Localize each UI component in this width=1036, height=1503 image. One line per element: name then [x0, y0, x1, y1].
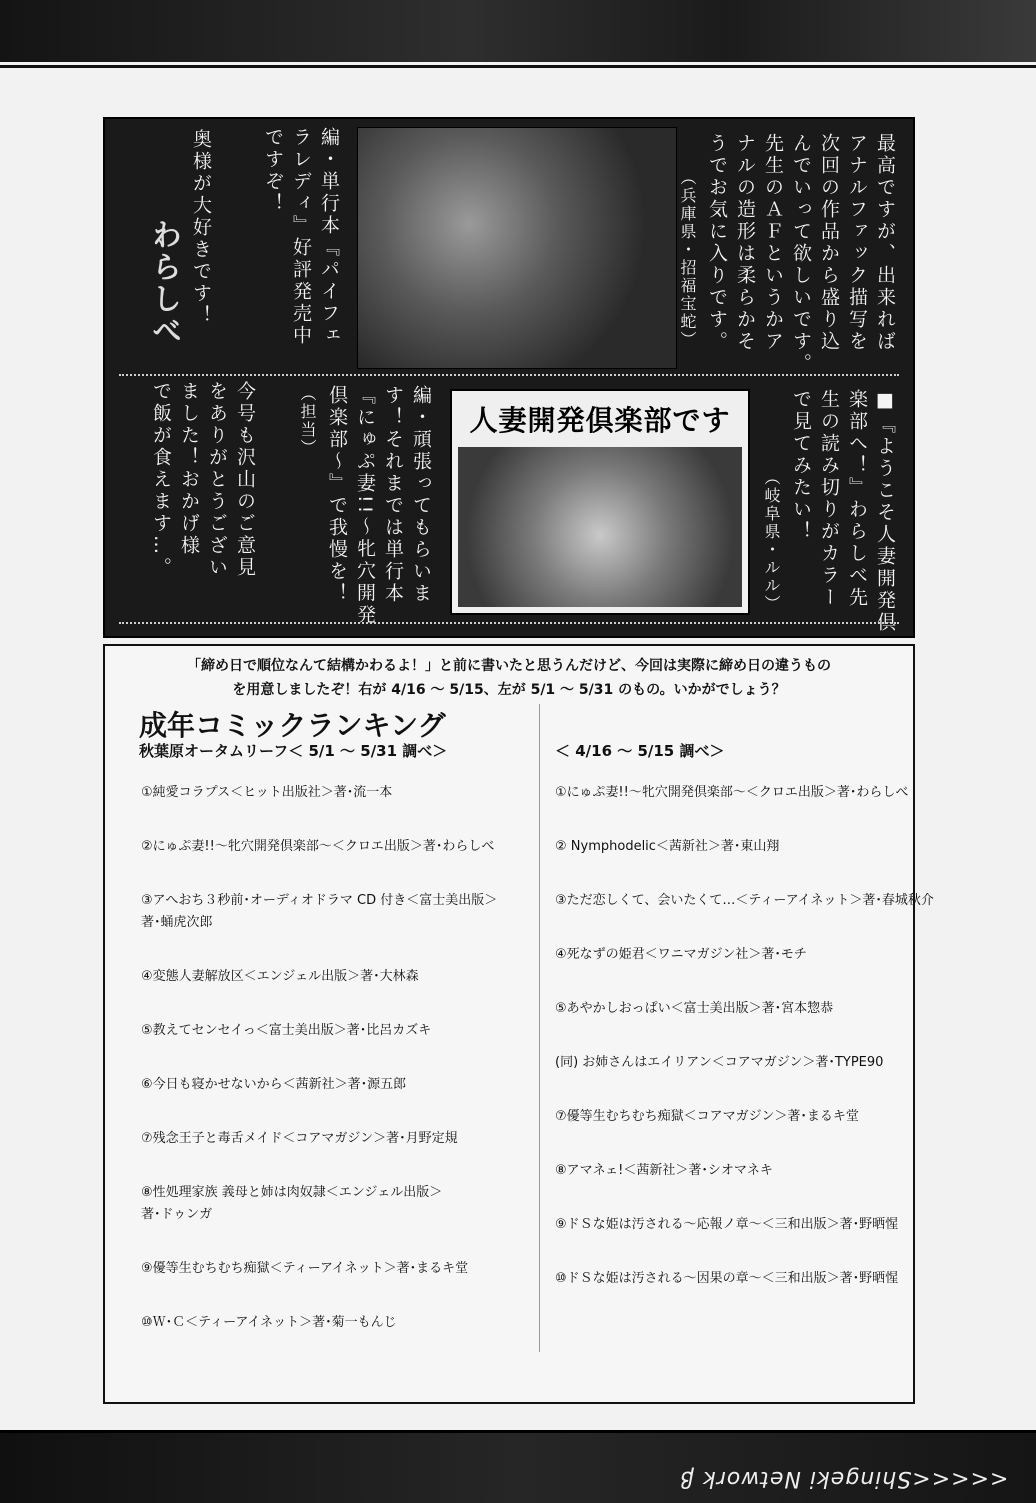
list-item: ②にゅぷ妻!!〜牝穴開発倶楽部〜＜クロエ出版＞著･わらしべ [141, 839, 495, 854]
letter1-col6: ナルの造形は柔らかそ [734, 133, 756, 353]
thanks-line3: ました！おかげ様 [178, 381, 200, 557]
list-item: ⑦優等生むちむち痴獄＜コアマガジン＞著･まるキ堂 [555, 1109, 859, 1124]
list-item: ③アへおち３秒前･オーディオドラマ CD 付き＜富士美出版＞ [141, 893, 498, 908]
letter2-col4: で見てみたい！ [790, 389, 812, 543]
letter2-col3: 生の読み切りがカラー [818, 389, 840, 609]
editor-reply2-line3: 『にゅぷ妻!!〜牝穴開発 [354, 385, 376, 627]
list-item: ③ただ恋しくて、会いたくて…＜ティーアイネット＞著･春城秋介 [555, 893, 934, 908]
left-period: 秋葉原オータムリーフ＜ 5/1 〜 5/31 調べ＞ [139, 742, 448, 760]
list-item: ⑩ドＳな姫は汚される〜因果の章〜＜三和出版＞著･野晒惺 [555, 1271, 899, 1286]
list-item: ⑩Ｗ･Ｃ＜ティーアイネット＞著･菊一もんじ [141, 1315, 397, 1330]
list-item: ⑧アマネェ!＜茜新社＞著･シオマネキ [555, 1163, 773, 1178]
list-item: ⑤あやかしおっぱい＜富士美出版＞著･宮本惣恭 [555, 1001, 834, 1016]
illustration-title: 人妻開発倶楽部です [469, 404, 731, 437]
list-item: ④変態人妻解放区＜エンジェル出版＞著･大林森 [141, 969, 419, 984]
editor-reply1-line2: ラレディ』好評発売中 [290, 127, 312, 347]
list-item: ⑤教えてセンセイっ＜富士美出版＞著･比呂カズキ [141, 1023, 432, 1038]
ranking-intro [125, 654, 893, 702]
intro-line2: を用意しましたぞ！右が 4/16 〜 5/15、左が 5/1 〜 5/31 のもの。いかがでしょう？ [232, 682, 786, 698]
list-item: ⑧性処理家族 義母と姉は肉奴隷＜エンジェル出版＞ [141, 1185, 443, 1200]
list-item-continuation: 著･蛹虎次郎 [141, 915, 213, 930]
list-item: ② Nymphodelic＜茜新社＞著･東山翔 [555, 839, 780, 854]
list-item: (同) お姉さんはエイリアン＜コアマガジン＞著･TYPE90 [555, 1055, 884, 1070]
letter1-col4: んでいって欲しいです。 [790, 133, 812, 375]
footer-network-label: <<<<<Shingeki Network β [678, 1466, 1008, 1491]
thanks-line2: をありがとうござい [206, 381, 228, 579]
editor-reply1-line1: 編・単行本『パイフェ [318, 127, 340, 347]
ranking-box [103, 644, 934, 1404]
editor-reply2-signature: （担当） [298, 385, 317, 457]
top-dark-band [0, 0, 1036, 62]
thanks-line1: 今号も沢山のご意見 [234, 381, 256, 579]
dotted-divider-bottom [119, 622, 899, 624]
letter2-col1: ■『ようこそ人妻開発倶 [874, 389, 896, 634]
letter1-col1: 最高ですが、出来れば [874, 133, 896, 353]
list-item: ⑦残念王子と毒舌メイド＜コアマガジン＞著･月野定規 [141, 1131, 458, 1146]
letter1-illustration [357, 127, 677, 369]
editor-reply2-line4: 倶楽部〜』で我慢を！ [326, 385, 348, 605]
editor-reply2-line2: す！それまでは単行本 [382, 385, 404, 605]
letter1-col3: 次回の作品から盛り込 [818, 133, 840, 353]
list-item-continuation: 著･ドゥンガ [141, 1207, 213, 1222]
list-item: ①にゅぷ妻!!〜牝穴開発倶楽部〜＜クロエ出版＞著･わらしべ [555, 785, 909, 800]
author-comment: 奥様が大好きです！ [190, 129, 212, 327]
column-divider [539, 704, 540, 1352]
letter1-col5: 先生のＡＦというかア [762, 133, 784, 353]
letter1-signature: （兵庫県・招福宝蛇） [678, 169, 697, 349]
ranking-title: 成年コミックランキング [139, 709, 446, 742]
illustration-picture [458, 447, 742, 607]
right-period: ＜ 4/16 〜 5/15 調べ＞ [555, 742, 725, 760]
intro-line1: 「締め日で順位なんて結構かわるよ！」と前に書いたと思うんだけど、今回は実際に締め日の違うもの [187, 658, 831, 674]
list-item: ⑨ドＳな姫は汚される〜応報ノ章〜＜三和出版＞著･野晒惺 [555, 1217, 899, 1232]
list-item: ①純愛コラプス＜ヒット出版社＞著･流一本 [141, 785, 393, 800]
list-item: ⑨優等生むちむち痴獄＜ティーアイネット＞著･まるキ堂 [141, 1261, 469, 1276]
reader-letters-panel [103, 117, 915, 638]
letter1-col2: アナルファック描写を [846, 133, 868, 353]
editor-reply1-line3: ですぞ！ [262, 127, 284, 215]
list-item: ④死なずの姫君＜ワニマガジン社＞著･モチ [555, 947, 807, 962]
letter2-signature: （岐阜県・ルル） [762, 469, 781, 613]
letter2-col2: 楽部へ！』わらしべ先 [846, 389, 868, 609]
editor-reply2-line1: 編・頑張ってもらいま [410, 385, 432, 605]
author-name-logo: わらしべ [146, 219, 181, 347]
list-item: ⑥今日も寝かせないから＜茜新社＞著･源五郎 [141, 1077, 407, 1092]
letter1-col7: うでお気に入りです。 [706, 133, 728, 353]
dotted-divider [119, 374, 899, 376]
thanks-line4: で飯が食えます…。 [150, 381, 172, 579]
letter2-illustration [450, 389, 750, 615]
